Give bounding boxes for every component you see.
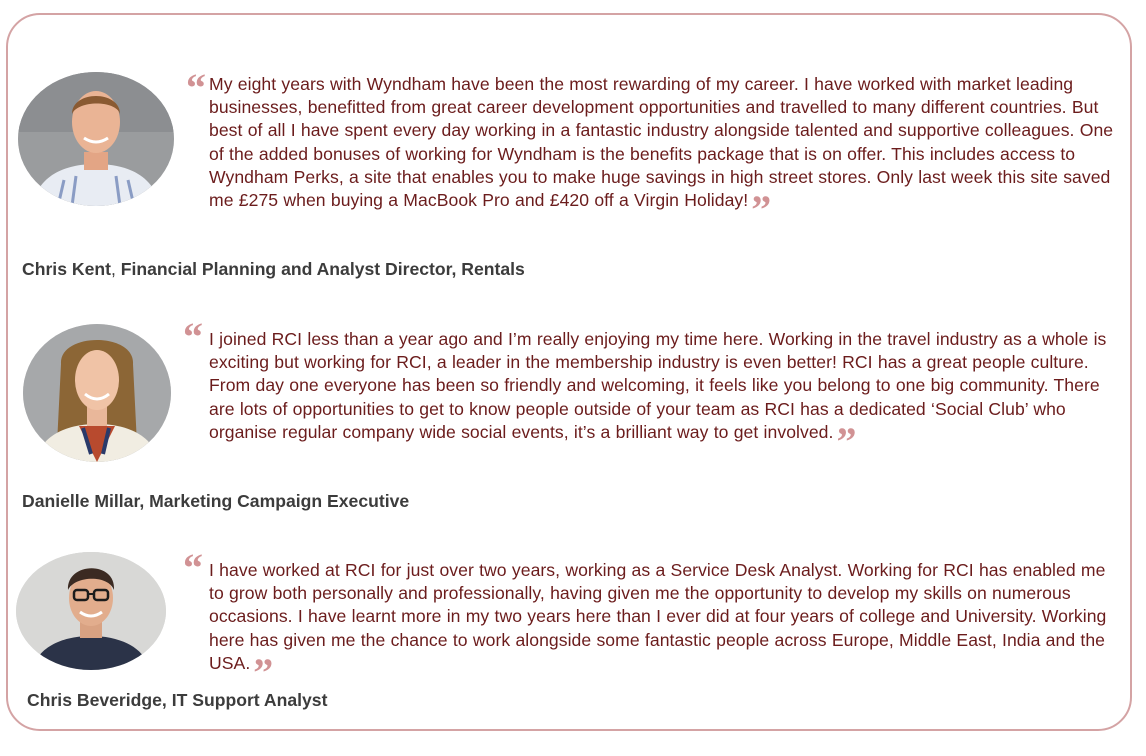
quote-text: I have worked at RCI for just over two years, working as a Service Desk Analyst. Working for RCI has enabled me to grow both personally and professionally, having given me the opportunity to develop my skills on numerous occasions. I have learnt more in my two years here than I ever did at four years of college and University. Working here has given me the chance to work alongside some fantastic people across Europe, Middle East, India and the USA. xyxy=(209,560,1107,673)
close-quote-icon: ” xyxy=(751,187,772,233)
testimonial-author: Danielle Millar, Marketing Campaign Executive xyxy=(22,491,410,511)
quote-text: My eight years with Wyndham have been the most rewarding of my career. I have worked with market leading businesses, benefitted from great career development opportunities and travelled to many different countries. But best of all I have spent every day working in a fantastic industry alongside talented and supportive colleagues. One of the added bonuses of working for Wyndham is the benefits package that is on offer. This includes access to Wyndham Perks, a site that enables you to make huge savings in high street stores. Only last week this site saved me £275 when buying a MacBook Pro and £420 off a Virgin Holiday! xyxy=(209,74,1114,211)
avatar-danielle-millar xyxy=(23,324,171,462)
open-quote-icon: “ xyxy=(186,65,206,110)
portrait-man-glasses-icon xyxy=(16,552,166,670)
testimonial-quote xyxy=(209,559,1114,695)
close-quote-icon: ” xyxy=(253,649,274,695)
author-role: Financial Planning and Analyst Director, Rentals xyxy=(120,259,525,279)
open-quote-icon: “ xyxy=(183,545,203,590)
portrait-man-striped-shirt-icon xyxy=(18,72,174,206)
avatar-chris-beveridge xyxy=(16,552,166,670)
testimonial-author xyxy=(22,259,525,280)
testimonial-quote xyxy=(209,328,1114,464)
quote-text: I joined RCI less than a year ago and I’m really enjoying my time here. Working in the travel industry as a whole is exciting but working for RCI, a leader in the membership industry is even better! RCI has a great people culture. From day one everyone has been so friendly and welcoming, it feels like you belong to one big community. There are lots of opportunities to get to know people outside of your team as RCI has a dedicated ‘Social Club’ who organise regular company wide social events, it’s a brilliant way to get involved. xyxy=(209,329,1107,442)
testimonial-author: Chris Beveridge, IT Support Analyst xyxy=(27,690,328,710)
avatar-chris-kent xyxy=(18,72,174,206)
open-quote-icon: “ xyxy=(183,314,203,359)
testimonial-quote xyxy=(209,73,1114,233)
close-quote-icon: ” xyxy=(836,418,857,464)
author-name: Chris Kent xyxy=(22,259,111,279)
portrait-woman-blazer-icon xyxy=(23,324,171,462)
name-separator: , xyxy=(110,259,121,279)
